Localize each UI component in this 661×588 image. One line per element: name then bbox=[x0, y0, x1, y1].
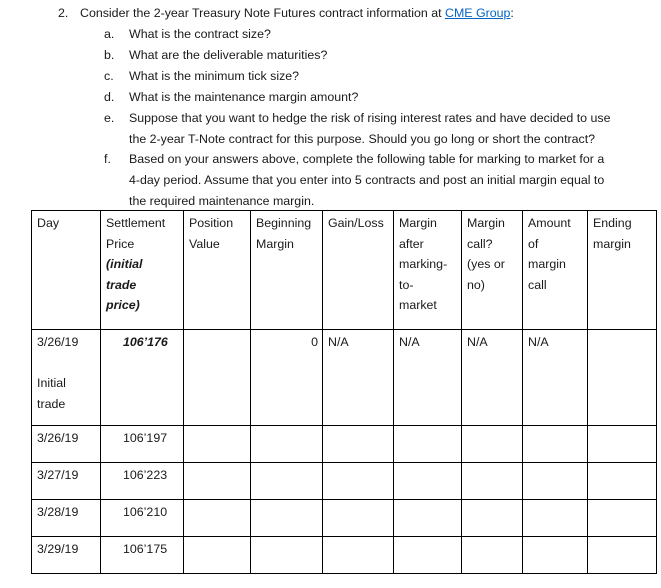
item-label: a. bbox=[104, 27, 115, 41]
cell-settlement-price: 106’210 bbox=[101, 500, 184, 537]
header-settlement-price: Settlement Price (initial trade price) bbox=[101, 211, 184, 330]
cell-gain-loss[interactable] bbox=[323, 426, 394, 463]
item-text: Based on your answers above, complete the following table for marking to market for a 4-day period. Assume that you enter into 5 contracts and post an initial margin equal to the required maintenance margin. bbox=[129, 152, 605, 208]
cell-settlement-price: 106’175 bbox=[101, 537, 184, 574]
header-margin-call: Margin call? (yes or no) bbox=[462, 211, 523, 330]
cell-day: 3/26/19 Initial trade bbox=[32, 330, 101, 426]
header-row bbox=[32, 211, 657, 330]
cell-beginning-margin[interactable] bbox=[251, 426, 323, 463]
item-text: What are the deliverable maturities? bbox=[129, 48, 328, 62]
cell-ending-margin[interactable] bbox=[588, 537, 657, 574]
item-label: b. bbox=[104, 48, 115, 62]
header-amount-of-margin-call: Amount of margin call bbox=[523, 211, 588, 330]
question-stem: Consider the 2-year Treasury Note Futures contract information at CME Group: bbox=[80, 6, 514, 20]
cell-margin-after-mtm: N/A bbox=[394, 330, 462, 426]
table-row bbox=[32, 537, 657, 574]
header-margin-after-mtm: Margin after marking- to- market bbox=[394, 211, 462, 330]
cell-ending-margin[interactable] bbox=[588, 500, 657, 537]
cell-position-value[interactable] bbox=[184, 537, 251, 574]
cell-margin-call[interactable] bbox=[462, 426, 523, 463]
cell-margin-call: N/A bbox=[462, 330, 523, 426]
cell-ending-margin bbox=[588, 330, 657, 426]
cell-gain-loss: N/A bbox=[323, 330, 394, 426]
cell-position-value bbox=[184, 330, 251, 426]
cell-position-value[interactable] bbox=[184, 463, 251, 500]
cell-ending-margin[interactable] bbox=[588, 426, 657, 463]
item-text: What is the maintenance margin amount? bbox=[129, 90, 359, 104]
cme-group-link[interactable]: CME Group bbox=[445, 6, 511, 20]
item-label: d. bbox=[104, 90, 115, 104]
cell-margin-after-mtm[interactable] bbox=[394, 426, 462, 463]
table-row bbox=[32, 426, 657, 463]
cell-settlement-price: 106’176 bbox=[101, 330, 184, 426]
item-label: c. bbox=[104, 69, 114, 83]
cell-margin-call[interactable] bbox=[462, 500, 523, 537]
marking-to-market-table bbox=[31, 210, 657, 574]
item-text: What is the contract size? bbox=[129, 27, 271, 41]
cell-gain-loss[interactable] bbox=[323, 537, 394, 574]
cell-day: 3/28/19 bbox=[32, 500, 101, 537]
cell-settlement-price: 106’223 bbox=[101, 463, 184, 500]
table-row-initial-trade bbox=[32, 330, 657, 426]
cell-ending-margin[interactable] bbox=[588, 463, 657, 500]
header-beginning-margin: Beginning Margin bbox=[251, 211, 323, 330]
cell-beginning-margin[interactable] bbox=[251, 463, 323, 500]
cell-gain-loss[interactable] bbox=[323, 500, 394, 537]
cell-day: 3/27/19 bbox=[32, 463, 101, 500]
item-label: f. bbox=[104, 152, 111, 166]
header-day: Day bbox=[32, 211, 101, 330]
header-gain-loss: Gain/Loss bbox=[323, 211, 394, 330]
cell-margin-call[interactable] bbox=[462, 463, 523, 500]
cell-amount-of-margin-call[interactable] bbox=[523, 463, 588, 500]
cell-gain-loss[interactable] bbox=[323, 463, 394, 500]
item-text: What is the minimum tick size? bbox=[129, 69, 300, 83]
cell-margin-after-mtm[interactable] bbox=[394, 463, 462, 500]
item-text: Suppose that you want to hedge the risk of rising interest rates and have decided to use the 2-year T-Note contract for this purpose. Should you go long or short the contract? bbox=[129, 111, 611, 146]
cell-position-value[interactable] bbox=[184, 426, 251, 463]
cell-settlement-price: 106’197 bbox=[101, 426, 184, 463]
cell-day: 3/26/19 bbox=[32, 426, 101, 463]
cell-amount-of-margin-call: N/A bbox=[523, 330, 588, 426]
cell-beginning-margin[interactable] bbox=[251, 537, 323, 574]
cell-beginning-margin[interactable] bbox=[251, 500, 323, 537]
question-number: 2. bbox=[58, 6, 69, 20]
table-row bbox=[32, 500, 657, 537]
cell-beginning-margin: 0 bbox=[251, 330, 323, 426]
cell-day: 3/29/19 bbox=[32, 537, 101, 574]
header-position-value: Position Value bbox=[184, 211, 251, 330]
cell-amount-of-margin-call[interactable] bbox=[523, 537, 588, 574]
cell-margin-call[interactable] bbox=[462, 537, 523, 574]
cell-amount-of-margin-call[interactable] bbox=[523, 500, 588, 537]
cell-amount-of-margin-call[interactable] bbox=[523, 426, 588, 463]
cell-margin-after-mtm[interactable] bbox=[394, 500, 462, 537]
cell-position-value[interactable] bbox=[184, 500, 251, 537]
cell-margin-after-mtm[interactable] bbox=[394, 537, 462, 574]
header-ending-margin: Ending margin bbox=[588, 211, 657, 330]
table-row bbox=[32, 463, 657, 500]
item-label: e. bbox=[104, 111, 115, 125]
